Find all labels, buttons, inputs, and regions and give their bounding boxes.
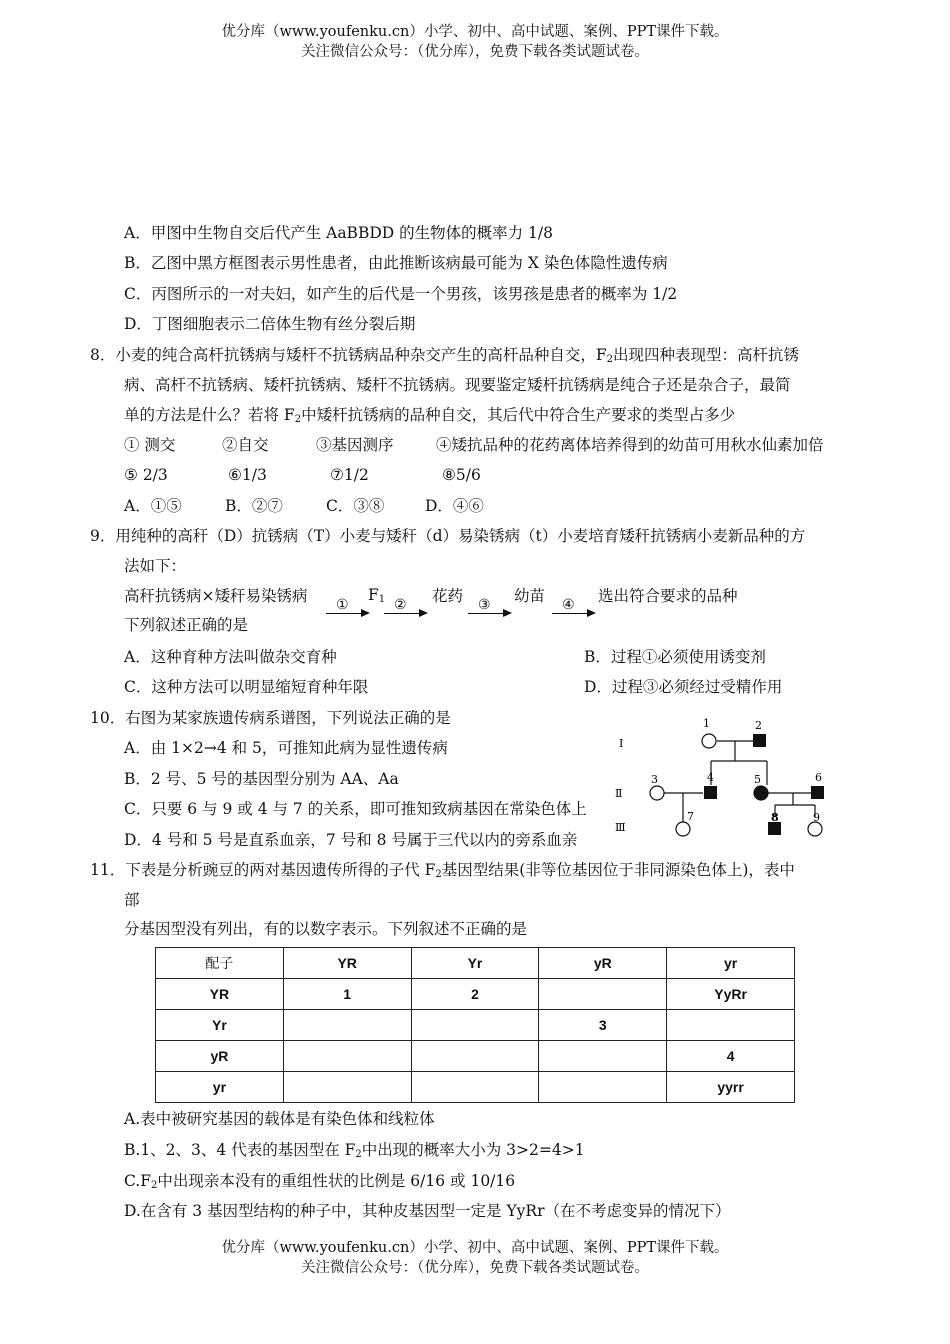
q11-stem-line1: 11．下表是分析豌豆的两对基因遗传所得的子代 $F_2$基因型结果(非等位基因位于非同源染色体上)，表中 xyxy=(90,861,795,880)
table-cell xyxy=(667,1010,795,1041)
table-cell: yyrr xyxy=(667,1072,795,1103)
page-header-line1: 优分库（www.youfenku.cn）小学、初中、高中试题、案例、PPT课件下载。 xyxy=(221,24,729,40)
table-header-cell: YR xyxy=(283,948,411,979)
table-cell: YR xyxy=(156,979,284,1010)
q8-item-4: ④矮抗品种的花药离体培养得到的幼苗可用秋水仙素加倍 xyxy=(436,436,824,454)
table-row xyxy=(156,979,795,1010)
q8-item-6: ⑥1/3 xyxy=(228,466,267,484)
flow-step-3: ③ xyxy=(478,597,491,613)
page-footer-line1: 优分库（www.youfenku.cn）小学、初中、高中试题、案例、PPT课件下载。 xyxy=(221,1240,729,1256)
label-8: 8 xyxy=(771,811,779,824)
table-header-cell: Yr xyxy=(411,948,539,979)
page-header-line2: 关注微信公众号：（优分库），免费下载各类试题试卷。 xyxy=(301,44,649,60)
q8-choice-b: B．②⑦ xyxy=(225,497,283,515)
table-header-cell: yr xyxy=(667,948,795,979)
q9-option-d: D．过程③必须经过受精作用 xyxy=(584,678,783,696)
flow-step-1: ① xyxy=(336,597,349,613)
q7-option-b: B．乙图中黑方框图表示男性患者，由此推断该病最可能为 X 染色体隐性遗传病 xyxy=(124,254,668,272)
q9-option-a: A．这种育种方法叫做杂交育种 xyxy=(124,648,337,666)
q9-stem-line1: 9．用纯种的高秆（D）抗锈病（T）小麦与矮秆（d）易染锈病（t）小麦培育矮秆抗锈病小麦新品种的方 xyxy=(90,527,806,545)
table-cell: Yr xyxy=(156,1010,284,1041)
q11-option-c: $C.F_2$中出现亲本没有的重组性状的比例是 6/16 或 10/16 xyxy=(124,1172,516,1191)
flow-arrow-1 xyxy=(326,613,368,614)
table-cell: yr xyxy=(156,1072,284,1103)
flow-anther: 花药 xyxy=(432,587,464,605)
q11-option-a: A.表中被研究基因的载体是有染色体和线粒体 xyxy=(124,1110,435,1128)
q7-option-a: A．甲图中生物自交后代产生 AaBBDD 的生物体的概率力 1/8 xyxy=(124,224,553,242)
flow-f1: $F_1$ xyxy=(368,586,386,605)
table-cell: 3 xyxy=(539,1010,667,1041)
q8-choice-c: C．③⑧ xyxy=(326,497,385,515)
q7-option-d: D．丁图细胞表示二倍体生物有丝分裂后期 xyxy=(124,315,416,333)
table-cell: 1 xyxy=(283,979,411,1010)
table-cell xyxy=(411,1041,539,1072)
flow-arrow-2 xyxy=(384,613,426,614)
pedigree-chart xyxy=(615,713,845,843)
q10-option-c: C．只要 6 与 9 或 4 与 7 的关系，即可推知致病基因在常染色体上 xyxy=(124,800,587,818)
table-cell xyxy=(539,1041,667,1072)
table-cell xyxy=(411,1072,539,1103)
q10-option-b: B．2 号、5 号的基因型分别为 AA、Aa xyxy=(124,770,399,788)
table-cell xyxy=(539,979,667,1010)
q8-choice-a: A．①⑤ xyxy=(124,497,182,515)
table-row xyxy=(156,1041,795,1072)
table-cell: YyRr xyxy=(667,979,795,1010)
flow-step-2: ② xyxy=(394,597,407,613)
table-cell: 4 xyxy=(667,1041,795,1072)
table-cell: yR xyxy=(156,1041,284,1072)
q9-option-c: C．这种方法可以明显缩短育种年限 xyxy=(124,678,369,696)
label-4: 4 xyxy=(707,771,714,784)
q11-stem-line2: 部 xyxy=(124,891,140,909)
q10-option-a: A．由 1×2→4 和 5，可推知此病为显性遗传病 xyxy=(124,739,448,757)
table-cell xyxy=(539,1072,667,1103)
gen-label-2: Ⅱ xyxy=(615,787,623,800)
table-cell xyxy=(283,1010,411,1041)
q8-item-2: ②自交 xyxy=(222,436,269,454)
q8-item-5: ⑤ 2/3 xyxy=(124,466,168,484)
q10-stem: 10．右图为某家族遗传病系谱图，下列说法正确的是 xyxy=(90,709,451,727)
q8-item-3: ③基因测序 xyxy=(316,436,394,454)
table-cell xyxy=(411,1010,539,1041)
q8-choice-d: D．④⑥ xyxy=(425,497,484,515)
gen-label-1: Ⅰ xyxy=(619,737,624,750)
table-header-cell: yR xyxy=(539,948,667,979)
q8-stem-line1: 8．小麦的纯合高杆抗锈病与矮杆不抗锈病品种杂交产生的高杆品种自交，$F_2$出现四种表现型：高杆抗锈 xyxy=(90,346,800,365)
page-footer-line2: 关注微信公众号：（优分库），免费下载各类试题试卷。 xyxy=(301,1260,649,1276)
label-6: 6 xyxy=(815,771,822,784)
individual-7-female-unaffected xyxy=(676,822,690,836)
table-row xyxy=(156,1072,795,1103)
q7-option-c: C．丙图所示的一对夫妇，如产生的后代是一个男孩，该男孩是患者的概率为 1/2 xyxy=(124,285,678,303)
label-9: 9 xyxy=(813,811,820,824)
gen-label-3: Ⅲ xyxy=(615,821,626,834)
q9-question: 下列叙述正确的是 xyxy=(124,616,249,634)
individual-3-female-unaffected xyxy=(650,786,664,800)
q11-stem-line3: 分基因型没有列出，有的以数字表示。下列叙述不正确的是 xyxy=(124,920,528,938)
individual-9-female-unaffected xyxy=(808,822,822,836)
label-3: 3 xyxy=(651,773,658,786)
individual-6-male-affected xyxy=(811,786,824,799)
table-header-row xyxy=(156,948,795,979)
label-2: 2 xyxy=(755,719,762,732)
q8-item-7: ⑦1/2 xyxy=(330,466,369,484)
flow-seedling: 幼苗 xyxy=(514,587,546,605)
q8-item-8: ⑧5/6 xyxy=(442,466,481,484)
q8-stem-line3: 单的方法是什么？若将 $F_2$中矮杆抗锈病的品种自交，其后代中符合生产要求的类型占多少 xyxy=(124,406,736,425)
table-cell xyxy=(283,1072,411,1103)
individual-4-male-affected xyxy=(704,786,717,799)
table-header-cell: 配子 xyxy=(156,948,284,979)
individual-2-male-affected xyxy=(753,734,766,747)
q8-item-1: ① 测交 xyxy=(124,436,176,454)
individual-1-female-unaffected xyxy=(702,734,716,748)
individual-5-female-affected xyxy=(754,786,768,800)
flow-arrow-3 xyxy=(468,613,510,614)
q11-option-b: B.1、2、3、4 代表的基因型在 $F_2$中出现的概率大小为 3>2=4>1 xyxy=(124,1141,585,1160)
flow-arrow-4 xyxy=(552,613,594,614)
q10-option-d: D．4 号和 5 号是直系血亲，7 号和 8 号属于三代以内的旁系血亲 xyxy=(124,831,578,849)
q11-option-d: D.在含有 3 基因型结构的种子中，其种皮基因型一定是 YyRr（在不考虑变异的情况下） xyxy=(124,1202,731,1220)
flow-start: 高秆抗锈病×矮秆易染锈病 xyxy=(124,587,308,605)
flow-end: 选出符合要求的品种 xyxy=(598,587,738,605)
label-1: 1 xyxy=(703,717,710,730)
table-row xyxy=(156,1010,795,1041)
label-5: 5 xyxy=(754,773,761,786)
q8-stem-line2: 病、高杆不抗锈病、矮杆抗锈病、矮杆不抗锈病。现要鉴定矮杆抗锈病是纯合子还是杂合子，最简 xyxy=(124,376,791,394)
table-cell: 2 xyxy=(411,979,539,1010)
q9-stem-line2: 法如下： xyxy=(124,557,187,575)
q9-option-b: B．过程①必须使用诱变剂 xyxy=(584,648,766,666)
table-cell xyxy=(283,1041,411,1072)
label-7: 7 xyxy=(687,810,694,823)
genotype-table xyxy=(155,947,795,1103)
flow-step-4: ④ xyxy=(562,597,575,613)
